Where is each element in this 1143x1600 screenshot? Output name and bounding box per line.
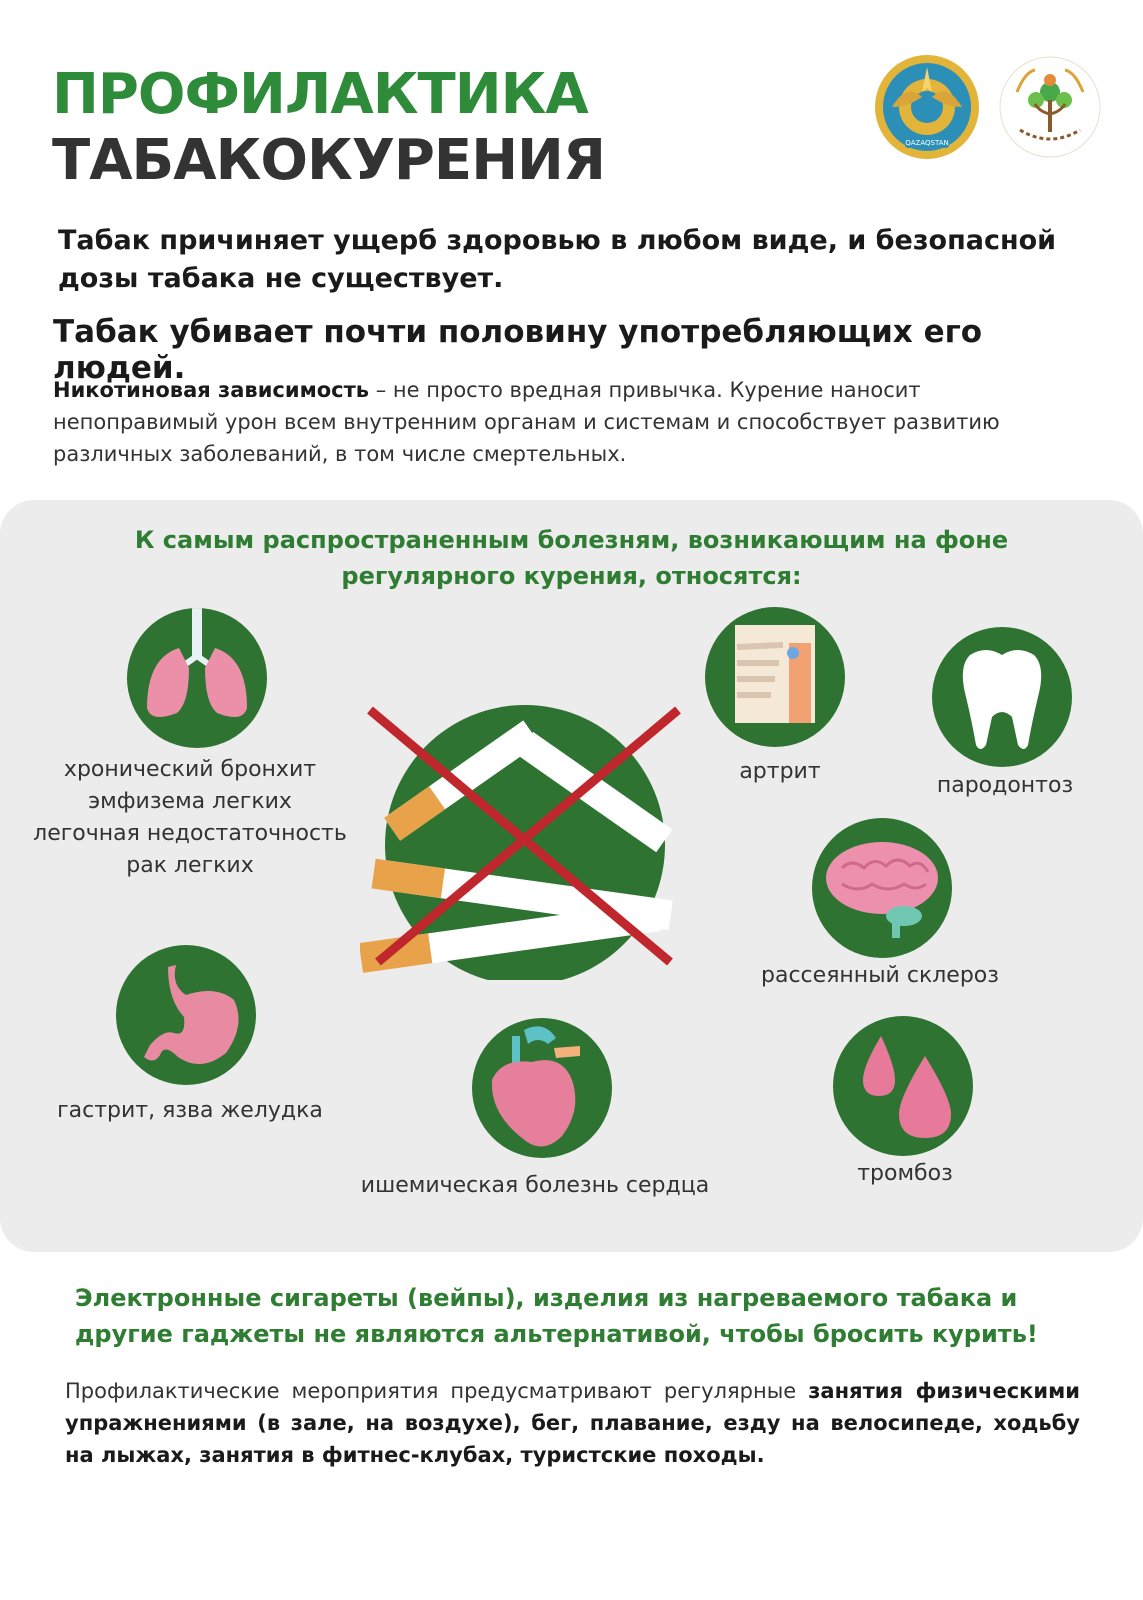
title-line2: ТАБАКОКУРЕНИЯ <box>52 128 606 193</box>
lead-statement: Табак причиняет ущерб здоровью в любом виде, и безопасной дозы табака не существует. <box>58 225 1057 294</box>
prevention-paragraph <box>65 1375 1080 1471</box>
stomach-label: гастрит, язва желудка <box>57 1098 323 1123</box>
sclerosis-label: рассеянный склероз <box>761 963 999 988</box>
stomach-icon <box>116 945 256 1085</box>
shoulder-joint-icon <box>705 607 845 747</box>
diseases-heading: К самым распространенным болезням, возникающим на фоне регулярного курения, относятся: <box>134 526 1009 590</box>
lungs-disease-item: эмфизема легких <box>88 789 292 814</box>
emblem-text: QAZAQSTAN <box>905 139 949 147</box>
blood-drops-icon <box>833 1016 973 1156</box>
nicotine-paragraph <box>53 374 1053 470</box>
prevention-text: Профилактические мероприятия предусматривают регулярные <box>65 1379 809 1403</box>
heart-label: ишемическая болезнь сердца <box>360 1173 710 1198</box>
lungs-disease-item: хронический бронхит <box>63 757 317 782</box>
lead-statement-2: Табак убивает почти половину употребляющих его людей. <box>53 314 983 386</box>
heart-icon <box>472 1018 612 1158</box>
no-smoking-icon <box>360 700 690 980</box>
thrombosis-label: тромбоз <box>857 1161 953 1186</box>
nicotine-term: Никотиновая зависимость <box>53 378 370 402</box>
prevention-activities: занятия физическими упражнениями (в зале, на воздухе), бег, плавание, езду на велосипеде, ходьбу на лыжах, занятия в фитнес-клубах, туристские походы. <box>65 1379 1080 1467</box>
periodontosis-label: пародонтоз <box>936 773 1074 798</box>
lungs-disease-item: легочная недостаточность <box>33 821 347 846</box>
ncph-logo-icon <box>995 52 1105 162</box>
ecig-warning: Электронные сигареты (вейпы), изделия из нагреваемого табака и другие гаджеты не являются альтернативой, чтобы бросить курить! <box>75 1284 1038 1348</box>
lungs-disease-item: рак легких <box>126 853 254 878</box>
lungs-diseases <box>20 754 360 882</box>
arthritis-label: артрит <box>739 759 821 784</box>
tooth-icon <box>932 627 1072 767</box>
title-line1: ПРОФИЛАКТИКА <box>52 62 588 127</box>
nicotine-text: – не просто вредная привычка. Курение наносит непоправимый урон всем внутренним органам и системам и способствует развитию различных заболеваний, в том числе смертельных. <box>53 378 1000 466</box>
brain-icon <box>812 818 952 958</box>
state-emblem-icon <box>872 52 982 162</box>
lungs-icon <box>127 608 267 748</box>
